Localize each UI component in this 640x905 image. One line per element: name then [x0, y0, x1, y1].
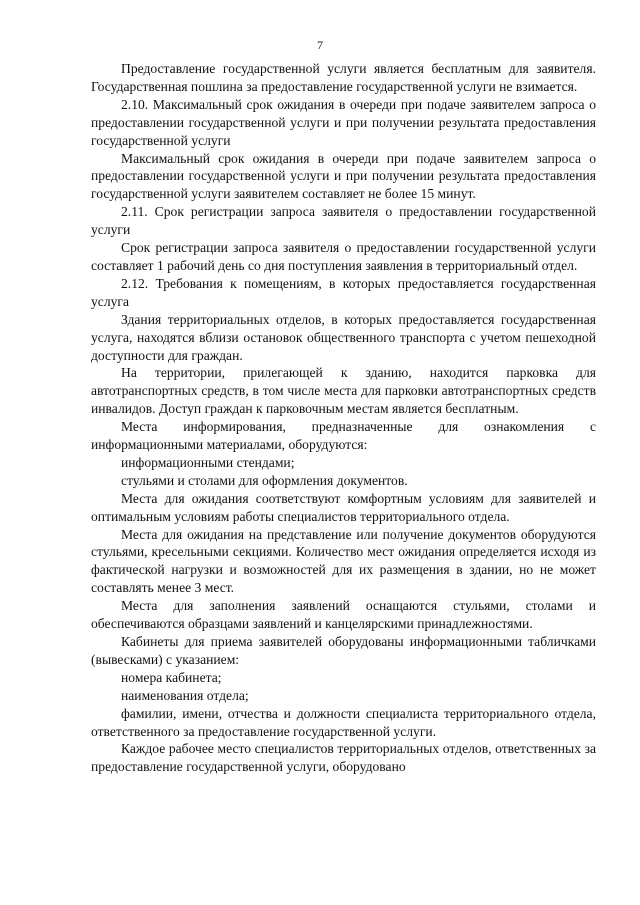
paragraph: Места для заполнения заявлений оснащаются стульями, столами и обеспечиваются образцами заявлений и канцелярскими принадлежностями. — [91, 598, 596, 632]
list-item: информационными стендами; — [121, 454, 295, 470]
list-item: фамилии, имени, отчества и должности специалиста территориального отдела, ответственного за предоставление государственной услуги. — [91, 705, 596, 739]
section-heading: 2.11. Срок регистрации запроса заявителя о предоставлении государственной услуги — [91, 204, 596, 238]
paragraph: На территории, прилегающей к зданию, находится парковка для автотранспортных средств, в том числе места для парковки автотранспортных средств инвалидов. Доступ граждан к парковочным местам является бесплатным. — [91, 365, 596, 417]
section-heading: 2.10. Максимальный срок ожидания в очереди при подаче заявителем запроса о предоставлении государственной услуги и при получении результата предоставления государственной услуги — [91, 96, 596, 148]
section-heading: 2.12. Требования к помещениям, в которых предоставляется государственная услуга — [91, 275, 596, 309]
page-number: 7 — [317, 38, 323, 52]
paragraph: Кабинеты для приема заявителей оборудованы информационными табличками (вывесками) с указанием: — [91, 634, 596, 667]
paragraph: Каждое рабочее место специалистов территориальных отделов, ответственных за предоставление государственной услуги, оборудовано — [91, 741, 596, 775]
paragraph: Места для ожидания соответствуют комфортным условиям для заявителей и оптимальным условиям работы специалистов территориального отдела. — [91, 490, 596, 524]
paragraph: Здания территориальных отделов, в которых предоставляется государственная услуга, находятся вблизи остановок общественного транспорта с учетом пешеходной доступности для граждан. — [91, 311, 596, 363]
paragraph: Срок регистрации запроса заявителя о предоставлении государственной услуги составляет 1 рабочий день со дня поступления заявления в территориальный отдел. — [91, 240, 596, 273]
list-item: наименования отдела; — [121, 687, 249, 703]
document-body — [91, 60, 596, 776]
paragraph: Места информирования, предназначенные для ознакомления с информационными материалами, оборудуются: — [91, 419, 596, 453]
paragraph: Предоставление государственной услуги является бесплатным для заявителя. Государственная пошлина за предоставление государственной услуги не взимается. — [91, 61, 596, 94]
paragraph: Места для ожидания на представление или получение документов оборудуются стульями, кресельными секциями. Количество мест ожидания определяется исходя из фактической нагрузки и возможностей для их размещения в здании, но не может составлять менее 3 мест. — [91, 526, 596, 596]
list-item: номера кабинета; — [121, 669, 222, 685]
paragraph: Максимальный срок ожидания в очереди при подаче заявителем запроса о предоставлении государственной услуги и при получении результата предоставления государственной услуги заявителем составляет не более 15 минут. — [91, 150, 596, 202]
list-item: стульями и столами для оформления документов. — [121, 472, 408, 488]
